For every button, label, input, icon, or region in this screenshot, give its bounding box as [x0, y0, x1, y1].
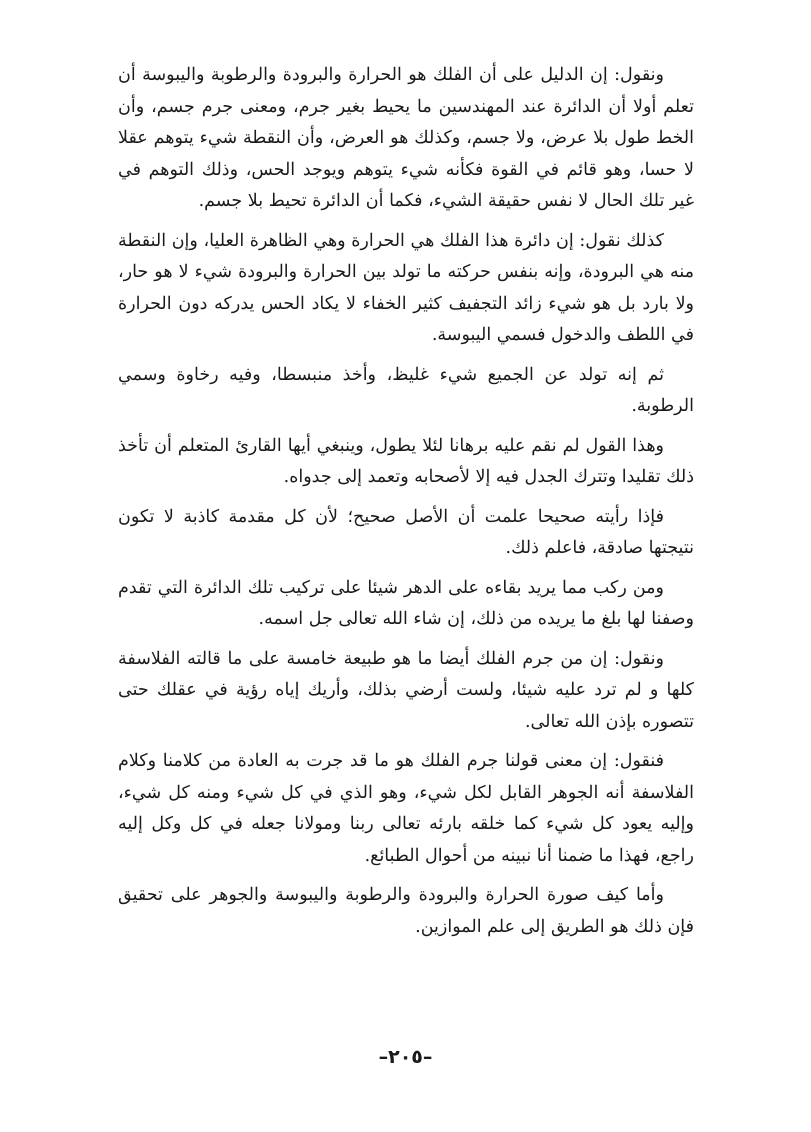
page-number: –٢٠٥–	[378, 1046, 433, 1068]
paragraph-9: وأما كيف صورة الحرارة والبرودة والرطوبة واليبوسة والجوهر على تحقيق فإن ذلك هو الطريق إلى علم الموازين.	[118, 885, 694, 937]
paragraph-7: ونقول: إن من جرم الفلك أيضا ما هو طبيعة خامسة على ما قالته الفلاسفة كلها و لم ترد عليه شيئا، ولست أرضي بذلك، وأريك إياه رؤية في عقلك حتى تتصوره بإذن الله تعالى.	[118, 648, 694, 732]
paragraph-3: ثم إنه تولد عن الجميع شيء غليظ، وأخذ منبسطا، وفيه رخاوة وسمي الرطوبة.	[118, 364, 694, 416]
page-body	[118, 60, 694, 951]
paragraph-5: فإذا رأيته صحيحا علمت أن الأصل صحيح؛ لأن كل مقدمة كاذبة لا تكون نتيجتها صادقة، فاعلم ذلك.	[118, 506, 694, 558]
paragraph-2: كذلك نقول: إن دائرة هذا الفلك هي الحرارة وهي الظاهرة العليا، وإن النقطة منه هي البرودة، وإنه بنفس حركته ما تولد بين الحرارة والبرودة شيء لا هو حار، ولا بارد بل هو شيء زائد التجفيف كثير الخفاء لا يكاد الحس يدركه دون الحرارة في اللطف والدخول فسمي اليبوسة.	[118, 230, 694, 345]
paragraph-8: فنقول: إن معنى قولنا جرم الفلك هو ما قد جرت به العادة من كلامنا وكلام الفلاسفة أنه الجوهر القابل لكل شيء، وهو الذي في كل شيء ومنه كل شيء، وإليه يعود كل شيء كما خلقه بارئه تعالى ربنا ومولانا جعله في كل وكل إليه راجع، فهذا ما ضمنا أنا نبينه من أحوال الطبائع.	[118, 751, 694, 866]
paragraph-4: وهذا القول لم نقم عليه برهانا لئلا يطول، وينبغي أيها القارئ المتعلم أن تأخذ ذلك تقليدا وتترك الجدل فيه إلا لأصحابه وتعمد إلى جدواه.	[118, 435, 694, 487]
paragraph-6: ومن ركب مما يريد بقاءه على الدهر شيئا على تركيب تلك الدائرة التي تقدم وصفنا لها بلغ ما يريده من ذلك، إن شاء الله تعالى جل اسمه.	[118, 577, 694, 629]
paragraph-1: ونقول: إن الدليل على أن الفلك هو الحرارة والبرودة والرطوبة واليبوسة أن تعلم أولا أن الدائرة عند المهندسين ما يحيط بغير جرم، ومعنى جرم جسم، وأن الخط طول بلا عرض، ولا جسم، وكذلك هو العرض، وأن النقطة شيء يتوهم عقلا لا حسا، وهو قائم في القوة فكأنه شيء يتوهم ويوجد الحس، وذلك التوهم في غير تلك الحال لا نفس حقيقة الشيء، فكما أن الدائرة تحيط بلا جسم.	[118, 65, 694, 211]
